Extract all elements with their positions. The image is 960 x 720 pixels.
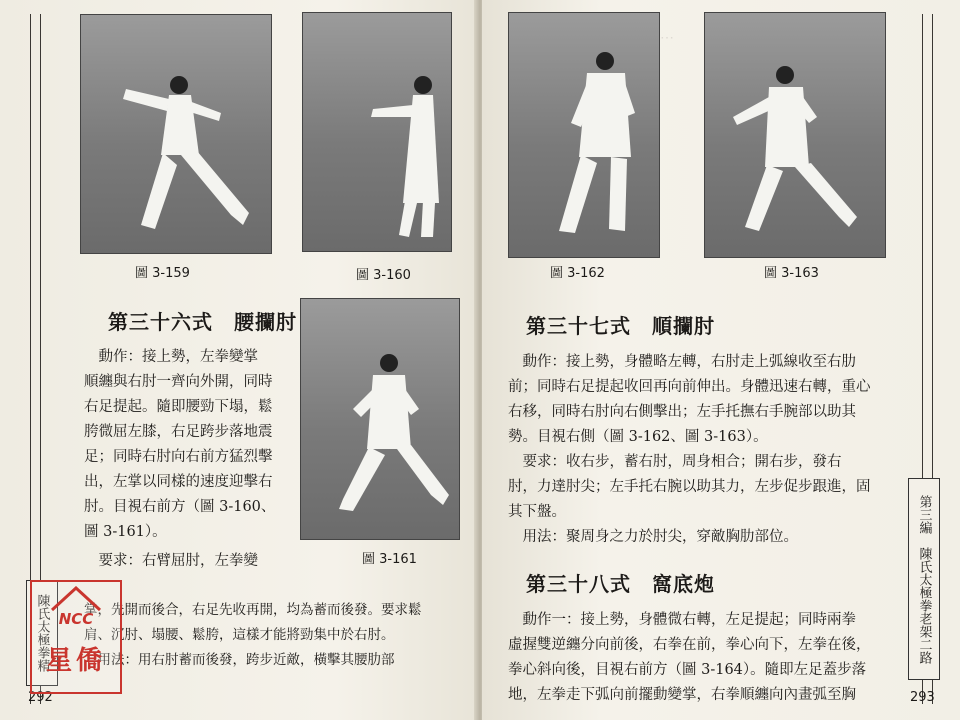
body-line: 其下盤。 xyxy=(508,504,566,520)
body-line: 要求：收右步，蓄右肘，周身相合；開右步，發右 xyxy=(522,454,842,470)
body-line: 右移，同時右肘向右側擊出；左手托撫右手腕部以助其 xyxy=(508,404,856,420)
figure-caption: 圖 3-162 xyxy=(550,266,605,281)
body-line: 動作：接上勢，左拳變掌 xyxy=(98,349,258,365)
photo-3-160 xyxy=(302,12,452,252)
person-figure-icon xyxy=(705,13,885,257)
body-line: 肘。目視右前方（圖 3-160、 xyxy=(84,499,276,515)
photo-3-159 xyxy=(80,14,272,254)
ncc-stamp xyxy=(30,580,122,694)
section-36-body-wide xyxy=(84,598,454,673)
body-line: 地，左拳走下弧向前擺動變掌，右拳順纏向內畫弧至胸 xyxy=(508,687,856,703)
photo-3-161 xyxy=(300,298,460,540)
photo-3-162 xyxy=(508,12,660,258)
person-figure-icon xyxy=(509,13,659,257)
figure-caption: 圖 3-161 xyxy=(362,552,417,567)
section-title-37: 第三十七式 順攔肘 xyxy=(526,314,715,338)
body-line: 勢。目視右側（圖 3-162、圖 3-163）。 xyxy=(508,429,768,445)
body-line: 拳心斜向後，目視右前方（圖 3-164）。隨即左足蓋步落 xyxy=(508,662,867,678)
body-line: 肩、沉肘、塌腰、鬆胯，這樣才能將勁集中於右肘。 xyxy=(84,627,395,643)
person-figure-icon xyxy=(303,13,451,251)
bleed-through-decoration: ⋯ xyxy=(660,30,674,46)
body-line: 肘，力達肘尖；左手托右腕以助其力，左步促步跟進，固 xyxy=(508,479,871,495)
left-page xyxy=(0,0,478,720)
section-38-body xyxy=(508,608,908,708)
body-line: 掌，先開而後合，右足先收再開，均為蓄而後發。要求鬆 xyxy=(84,602,422,618)
body-line: 右足提起。隨即腰勁下塌，鬆 xyxy=(84,399,273,415)
body-line: 用法：聚周身之力於肘尖，穿敵胸肋部位。 xyxy=(522,529,798,545)
page-number-left: 292 xyxy=(28,690,53,705)
figure-caption: 圖 3-160 xyxy=(356,268,411,283)
person-figure-icon xyxy=(301,299,459,539)
side-tab-right: 第三編 陳氏太極拳老架二路 xyxy=(908,478,940,680)
person-figure-icon xyxy=(81,15,271,253)
body-line: 順纏與右肘一齊向外開，同時 xyxy=(84,374,273,390)
body-line: 虛握雙逆纏分向前後，右拳在前，拳心向下，左拳在後， xyxy=(508,637,871,653)
body-line: 要求：右臂屈肘，左拳變 xyxy=(98,553,258,569)
body-line: 圖 3-161）。 xyxy=(84,524,167,540)
stamp-text: NCC xyxy=(58,610,94,628)
section-title-38: 第三十八式 窩底炮 xyxy=(526,572,715,596)
roof-logo-icon xyxy=(50,586,102,612)
figure-caption: 圖 3-163 xyxy=(764,266,819,281)
body-line: 用法：用右肘蓄而後發，跨步近敵，橫擊其腰肋部 xyxy=(97,652,395,668)
figure-caption: 圖 3-159 xyxy=(135,266,190,281)
section-37-body xyxy=(508,350,908,550)
stamp-name: 星僑 xyxy=(45,646,106,676)
page-number-right: 293 xyxy=(910,690,935,705)
photo-3-163 xyxy=(704,12,886,258)
body-line: 胯微屈左膝，右足跨步落地震 xyxy=(84,424,273,440)
section-36-body xyxy=(84,345,294,574)
right-page xyxy=(482,0,960,720)
body-line: 前；同時右足提起收回再向前伸出。身體迅速右轉，重心 xyxy=(508,379,871,395)
body-line: 動作：接上勢，身體略左轉，右肘走上弧線收至右肋 xyxy=(522,354,856,370)
body-line: 動作一：接上勢，身體微右轉，左足提起；同時兩拳 xyxy=(522,612,856,628)
body-line: 出，左掌以同樣的速度迎擊右 xyxy=(84,474,273,490)
section-title-36: 第三十六式 腰攔肘 xyxy=(108,310,297,334)
body-line: 足；同時右肘向右前方猛烈擊 xyxy=(84,449,273,465)
side-tab-left: 陳氏太極拳精 xyxy=(26,580,58,686)
